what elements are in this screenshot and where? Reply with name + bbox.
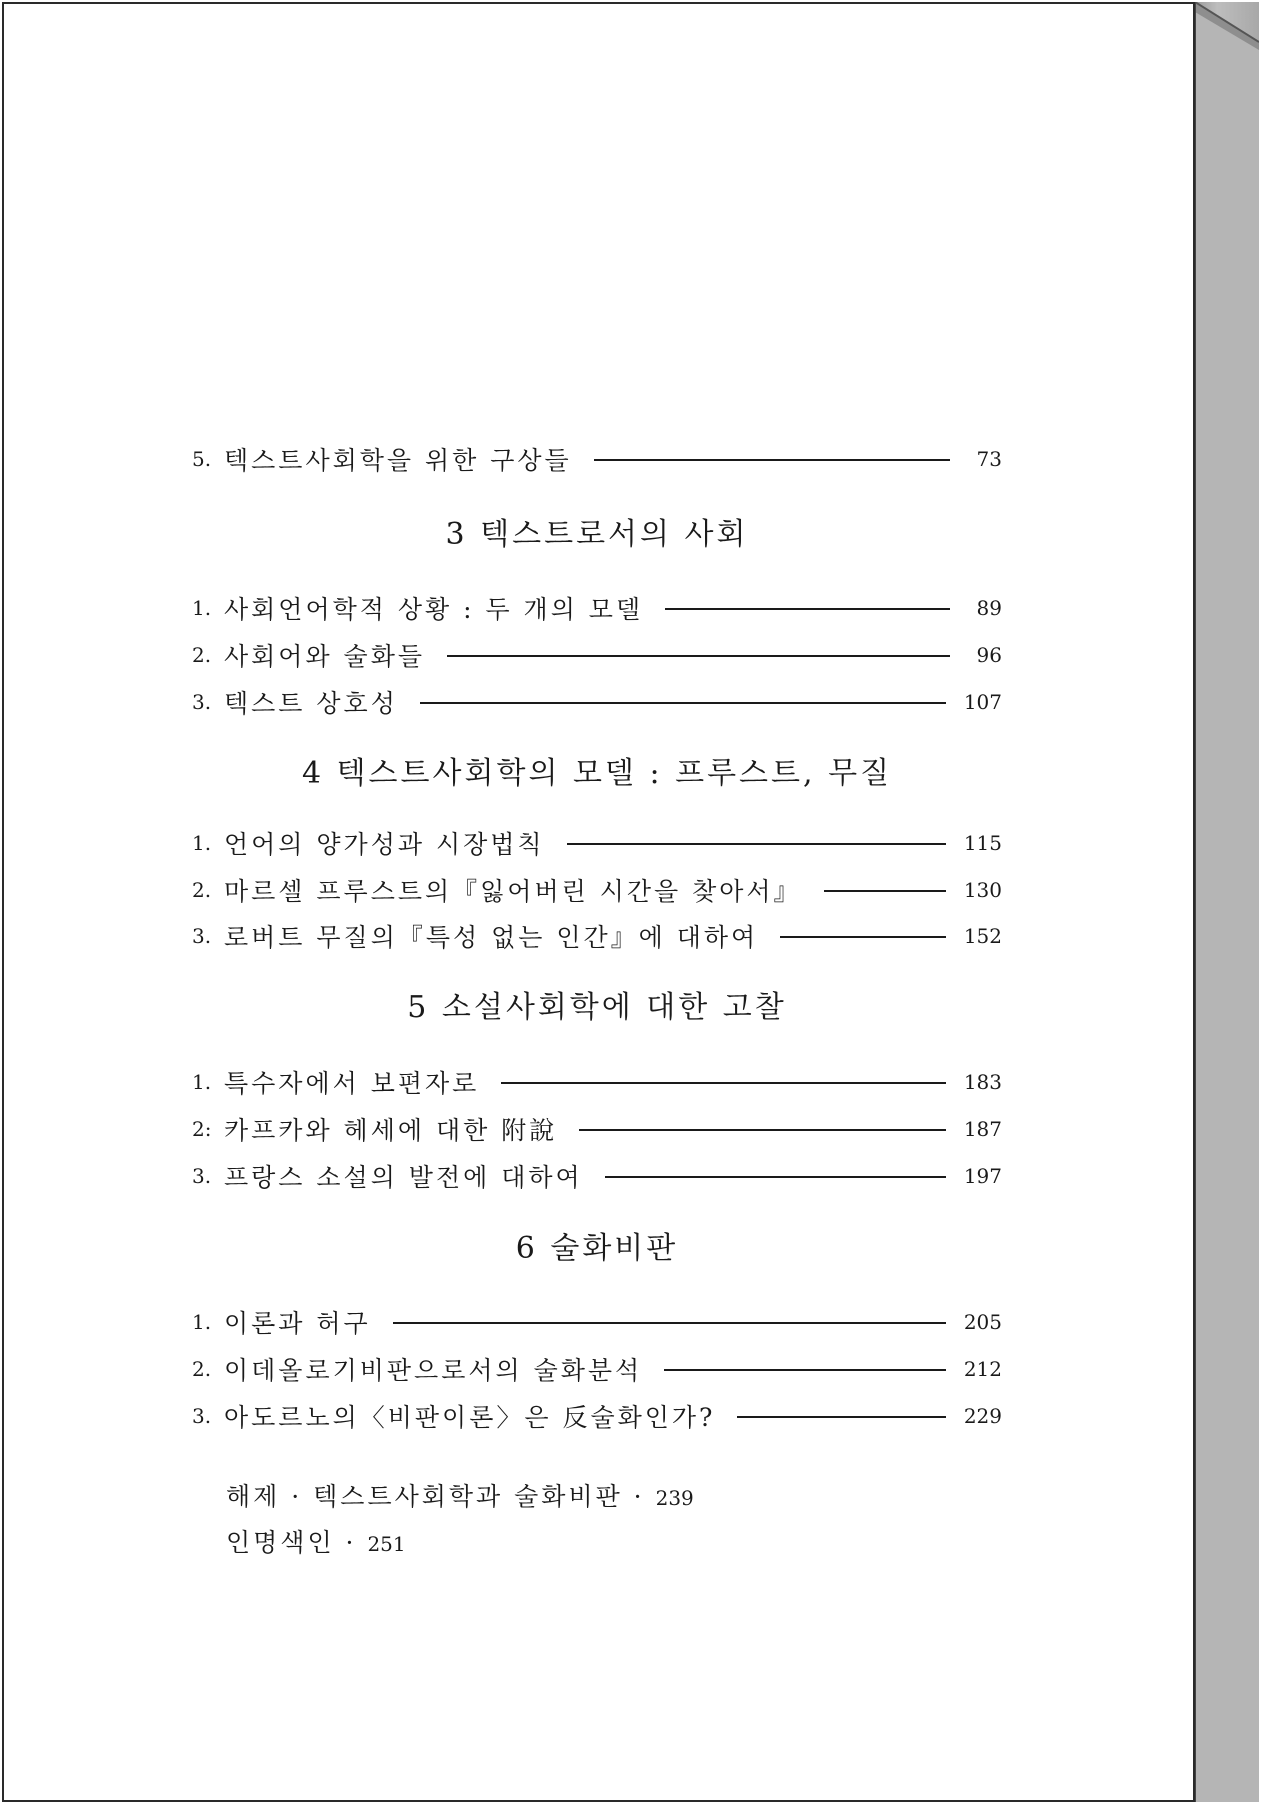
entry-number: 5. — [192, 447, 212, 471]
entry-title: 카프카와 헤세에 대한 附說 — [224, 1116, 558, 1145]
entry-title: 이론과 허구 — [224, 1309, 371, 1338]
leader-line — [780, 936, 946, 938]
toc-entry[interactable] — [192, 635, 1002, 675]
toc-entry[interactable] — [192, 823, 1002, 863]
entry-number: 2. — [192, 1357, 212, 1381]
entry-page: 197 — [963, 1164, 1002, 1188]
leader-line — [605, 1176, 946, 1178]
entry-page: 183 — [963, 1070, 1002, 1094]
entry-number: 1. — [192, 1070, 212, 1094]
leader-line — [393, 1322, 946, 1324]
toc-entry[interactable] — [192, 1302, 1002, 1342]
entry-page: 130 — [963, 878, 1002, 902]
toc-entry[interactable] — [192, 1156, 1002, 1196]
entry-page: 187 — [963, 1117, 1002, 1141]
entry-title: 텍스트 상호성 — [224, 689, 398, 718]
toc-entry[interactable] — [192, 1062, 1002, 1102]
entry-title: 사회어와 술화들 — [224, 642, 425, 671]
toc-entry[interactable] — [192, 1109, 1002, 1149]
entry-title: 언어의 양가성과 시장법칙 — [224, 830, 545, 859]
entry-title: 프랑스 소설의 발전에 대하여 — [224, 1163, 583, 1192]
chapter-5-heading[interactable]: 5 소설사회학에 대한 고찰 — [407, 990, 787, 1025]
entry-number: 3. — [192, 1404, 212, 1428]
entry-title: 텍스트사회학을 위한 구상들 — [224, 446, 572, 475]
entry-number: 2. — [192, 643, 212, 667]
entry-number: 2. — [192, 878, 212, 902]
entry-page: 205 — [963, 1310, 1002, 1334]
entry-title: 마르셀 프루스트의『잃어버린 시간을 찾아서』 — [224, 877, 802, 906]
leader-line — [664, 1369, 946, 1371]
entry-title: 이데올로기비판으로서의 술화분석 — [224, 1356, 643, 1385]
appendix-page: 239 — [655, 1486, 694, 1510]
toc-entry[interactable] — [192, 1396, 1002, 1436]
entry-page: 96 — [976, 643, 1002, 667]
book-spine — [1195, 2, 1259, 1802]
toc-entry[interactable] — [192, 916, 1002, 956]
entry-page: 115 — [963, 831, 1002, 855]
appendix-entry-index[interactable] — [226, 1523, 406, 1563]
leader-line — [567, 843, 946, 845]
toc-entry[interactable] — [192, 682, 1002, 722]
entry-number: 2: — [192, 1117, 212, 1141]
entry-number: 3. — [192, 690, 212, 714]
entry-page: 229 — [963, 1404, 1002, 1428]
leader-line — [447, 655, 950, 657]
chapter-4-heading[interactable]: 4 텍스트사회학의 모델 : 프루스트, 무질 — [301, 756, 893, 791]
toc-entry[interactable] — [192, 588, 1002, 628]
leader-line — [594, 459, 950, 461]
toc-entry[interactable] — [192, 870, 1002, 910]
leader-line — [420, 702, 946, 704]
entry-number: 3. — [192, 924, 212, 948]
entry-number: 1. — [192, 831, 212, 855]
toc-entry[interactable] — [192, 1349, 1002, 1389]
entry-page: 152 — [963, 924, 1002, 948]
leader-line — [824, 890, 946, 892]
entry-number: 3. — [192, 1164, 212, 1188]
entry-title: 사회언어학적 상황 : 두 개의 모델 — [224, 595, 644, 624]
leader-line — [501, 1082, 946, 1084]
leader-line — [665, 608, 950, 610]
entry-page: 89 — [976, 596, 1002, 620]
chapter-3-heading[interactable]: 3 텍스트로서의 사회 — [445, 517, 749, 552]
appendix-title: 인명색인 · — [226, 1528, 368, 1557]
entry-page: 107 — [963, 690, 1002, 714]
entry-page: 212 — [963, 1357, 1002, 1381]
appendix-entry-commentary[interactable] — [226, 1477, 694, 1517]
appendix-title: 해제 · 텍스트사회학과 술화비판 · — [226, 1482, 656, 1511]
entry-title: 아도르노의〈비판이론〉은 反술화인가? — [224, 1403, 716, 1432]
entry-title: 특수자에서 보편자로 — [224, 1069, 480, 1098]
toc-entry[interactable] — [192, 439, 1002, 479]
chapter-6-heading[interactable]: 6 술화비판 — [515, 1231, 679, 1266]
leader-line — [579, 1129, 946, 1131]
leader-line — [737, 1416, 945, 1418]
entry-title: 로버트 무질의『특성 없는 인간』에 대하여 — [224, 923, 759, 952]
entry-number: 1. — [192, 596, 212, 620]
appendix-page: 251 — [367, 1532, 406, 1556]
entry-page: 73 — [976, 447, 1002, 471]
entry-number: 1. — [192, 1310, 212, 1334]
